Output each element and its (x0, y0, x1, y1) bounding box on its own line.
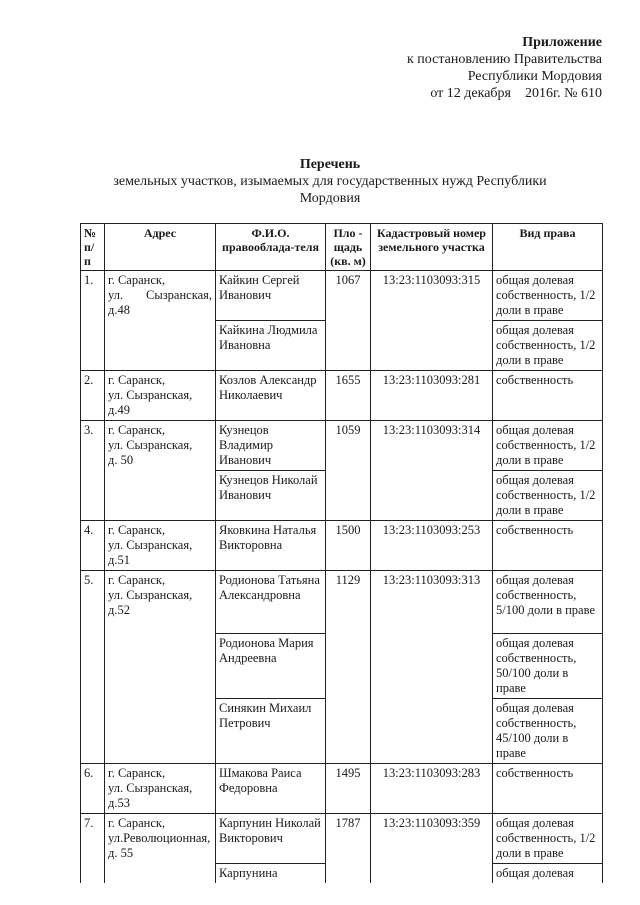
row-num: 7. (81, 814, 105, 884)
row-area: 1787 (326, 814, 371, 884)
owner-name: Козлов Александр Николаевич (216, 371, 326, 421)
appendix-line-3: от 12 декабря 2016г. № 610 (430, 86, 602, 101)
appendix-line-1: к постановлению Правительства (406, 52, 602, 67)
row-cadastral: 13:23:1103093:359 (371, 814, 493, 884)
header-address: Адрес (105, 224, 216, 271)
owner-name: Яковкина Наталья Викторовна (216, 521, 326, 571)
row-area: 1500 (326, 521, 371, 571)
row-address: г. Саранск, ул.Революционная, д. 55 (105, 814, 216, 884)
table-row (81, 571, 603, 634)
row-cadastral: 13:23:1103093:314 (371, 421, 493, 521)
owner-right: общая долевая собственность, 1/2 доли в праве (493, 421, 603, 471)
owner-name: Родионова Мария Андреевна (216, 634, 326, 699)
owner-name: Родионова Татьяна Александровна (216, 571, 326, 634)
table-row (81, 521, 603, 571)
table-header-row (81, 224, 603, 271)
header-cadastral: Кадастровый номер земельного участка (371, 224, 493, 271)
owner-name: Карпунина (216, 864, 326, 884)
owner-name: Кайкина Людмила Ивановна (216, 321, 326, 371)
heading-line-2: Мордовия (299, 191, 361, 206)
header-right: Вид права (493, 224, 603, 271)
row-cadastral: 13:23:1103093:315 (371, 271, 493, 371)
header-num: № п/п (81, 224, 105, 271)
owner-name: Карпунин Николай Викторович (216, 814, 326, 864)
header-owner: Ф.И.О. правооблада-теля (216, 224, 326, 271)
row-area: 1129 (326, 571, 371, 764)
appendix-title: Приложение (522, 35, 602, 50)
row-address: г. Саранск, ул. Сызранская, д.52 (105, 571, 216, 764)
heading-line-1: земельных участков, изымаемых для государственных нужд Республики (113, 174, 547, 189)
row-num: 1. (81, 271, 105, 371)
row-cadastral: 13:23:1103093:283 (371, 764, 493, 814)
owner-right: собственность (493, 371, 603, 421)
row-cadastral: 13:23:1103093:281 (371, 371, 493, 421)
appendix-line-2: Республики Мордовия (467, 69, 602, 84)
header-area: Пло - щадь (кв. м) (326, 224, 371, 271)
owner-right: общая долевая (493, 864, 603, 884)
owner-name: Шмакова Раиса Федоровна (216, 764, 326, 814)
row-area: 1495 (326, 764, 371, 814)
owner-name: Синякин Михаил Петрович (216, 699, 326, 764)
heading-title: Перечень (299, 157, 361, 172)
row-num: 5. (81, 571, 105, 764)
owner-right: общая долевая собственность, 50/100 доли в праве (493, 634, 603, 699)
row-area: 1059 (326, 421, 371, 521)
row-address: г. Саранск, ул. Сызранская, д.53 (105, 764, 216, 814)
row-num: 3. (81, 421, 105, 521)
row-address: г. Саранск, ул. Сызранская, д.49 (105, 371, 216, 421)
row-num: 6. (81, 764, 105, 814)
owner-right: общая долевая собственность, 1/2 доли в праве (493, 321, 603, 371)
appendix-block (362, 34, 602, 102)
owner-right: собственность (493, 764, 603, 814)
row-cadastral: 13:23:1103093:313 (371, 571, 493, 764)
row-address: г. Саранск, ул. Сызранская, д.48 (105, 271, 216, 371)
row-cadastral: 13:23:1103093:253 (371, 521, 493, 571)
owner-right: общая долевая собственность, 1/2 доли в праве (493, 814, 603, 864)
table-row (81, 764, 603, 814)
table-row (81, 814, 603, 864)
owner-right: общая долевая собственность, 45/100 доли в праве (493, 699, 603, 764)
row-num: 2. (81, 371, 105, 421)
row-address: г. Саранск, ул. Сызранская, д. 50 (105, 421, 216, 521)
land-plots-table (80, 223, 603, 883)
row-area: 1067 (326, 271, 371, 371)
owner-right: общая долевая собственность, 1/2 доли в праве (493, 271, 603, 321)
owner-right: общая долевая собственность, 1/2 доли в праве (493, 471, 603, 521)
owner-name: Кузнецов Владимир Иванович (216, 421, 326, 471)
owner-right: общая долевая собственность, 5/100 доли в праве (493, 571, 603, 634)
table-row (81, 271, 603, 321)
table-row (81, 371, 603, 421)
heading-block (70, 156, 590, 207)
row-area: 1655 (326, 371, 371, 421)
owner-name: Кайкин Сергей Иванович (216, 271, 326, 321)
owner-name: Кузнецов Николай Иванович (216, 471, 326, 521)
table-row (81, 421, 603, 471)
row-num: 4. (81, 521, 105, 571)
owner-right: собственность (493, 521, 603, 571)
row-address: г. Саранск, ул. Сызранская, д.51 (105, 521, 216, 571)
